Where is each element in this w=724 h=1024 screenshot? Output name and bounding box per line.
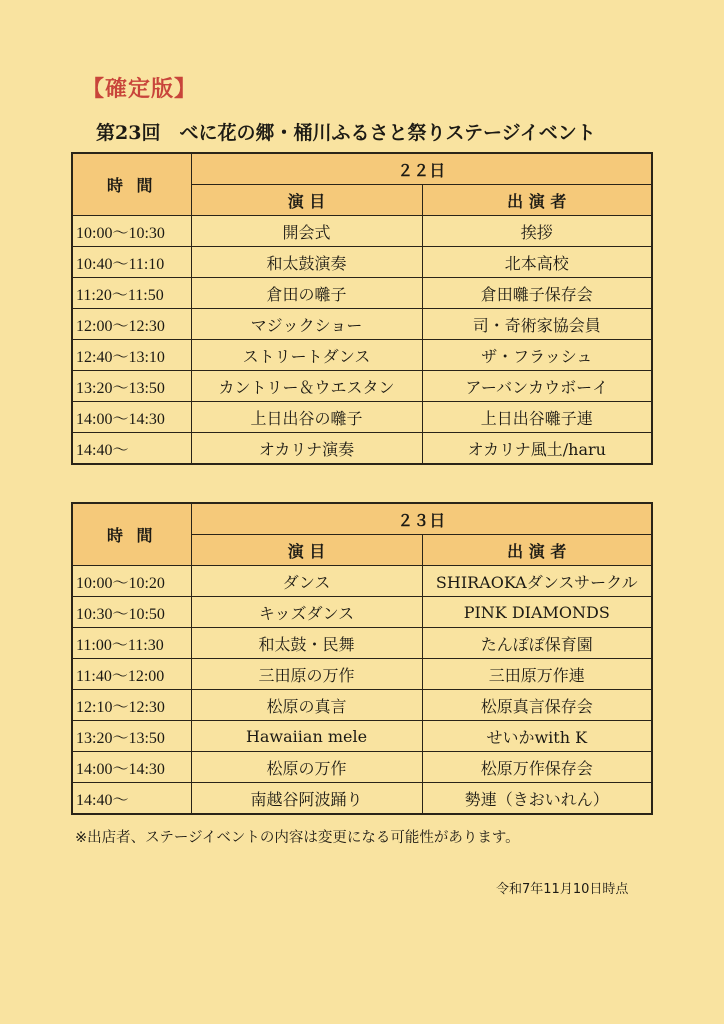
performer-cell: 三田原万作連 [422, 659, 652, 690]
time-cell: 14:00～14:30 [72, 752, 191, 783]
as-of-date: 令和7年11月10日時点 [496, 882, 629, 897]
table-row [72, 402, 652, 433]
program-cell: 和太鼓演奏 [191, 247, 422, 278]
table-row [72, 628, 652, 659]
time-header: 時 間 [72, 503, 191, 566]
page-title: 第23回 べに花の郷・桶川ふるさと祭りステージイベント [96, 122, 596, 144]
change-notice: ※出店者、ステージイベントの内容は変更になる可能性があります。 [75, 830, 520, 846]
performer-cell: 倉田囃子保存会 [422, 278, 652, 309]
program-cell: ダンス [191, 566, 422, 597]
program-cell: オカリナ演奏 [191, 433, 422, 465]
time-cell: 13:20～13:50 [72, 371, 191, 402]
performer-cell: 上日出谷囃子連 [422, 402, 652, 433]
day-header: ２２日 [191, 153, 652, 185]
time-cell: 11:20～11:50 [72, 278, 191, 309]
table-row [72, 566, 652, 597]
performer-cell: 挨拶 [422, 216, 652, 247]
time-cell: 10:30～10:50 [72, 597, 191, 628]
table-row [72, 278, 652, 309]
time-cell: 10:00～10:30 [72, 216, 191, 247]
confirmed-badge: 【確定版】 [82, 76, 198, 102]
program-cell: 松原の万作 [191, 752, 422, 783]
table-row [72, 752, 652, 783]
performer-cell: アーバンカウボーイ [422, 371, 652, 402]
time-cell: 12:00～12:30 [72, 309, 191, 340]
program-cell: 倉田の囃子 [191, 278, 422, 309]
time-cell: 14:00～14:30 [72, 402, 191, 433]
table-row [72, 721, 652, 752]
table-row [72, 309, 652, 340]
time-cell: 14:40～ [72, 783, 191, 815]
table-row [72, 216, 652, 247]
performer-cell: PINK DIAMONDS [422, 597, 652, 628]
performer-cell: 北本高校 [422, 247, 652, 278]
program-cell: 松原の真言 [191, 690, 422, 721]
program-cell: 開会式 [191, 216, 422, 247]
table-row [72, 340, 652, 371]
performer-cell: オカリナ風土/haru [422, 433, 652, 465]
program-header: 演 目 [191, 185, 422, 216]
program-cell: 南越谷阿波踊り [191, 783, 422, 815]
program-cell: 三田原の万作 [191, 659, 422, 690]
performer-cell: 司・奇術家協会員 [422, 309, 652, 340]
time-cell: 13:20～13:50 [72, 721, 191, 752]
time-cell: 12:10～12:30 [72, 690, 191, 721]
time-cell: 11:00～11:30 [72, 628, 191, 659]
performer-cell: たんぽぽ保育園 [422, 628, 652, 659]
time-cell: 14:40～ [72, 433, 191, 465]
program-cell: 上日出谷の囃子 [191, 402, 422, 433]
schedule-table-day23 [71, 502, 653, 815]
performer-header: 出 演 者 [422, 535, 652, 566]
table-row [72, 597, 652, 628]
time-cell: 11:40～12:00 [72, 659, 191, 690]
day-header: ２３日 [191, 503, 652, 535]
performer-header: 出 演 者 [422, 185, 652, 216]
performer-cell: ザ・フラッシュ [422, 340, 652, 371]
table-row [72, 690, 652, 721]
program-cell: カントリー＆ウエスタン [191, 371, 422, 402]
performer-cell: 松原真言保存会 [422, 690, 652, 721]
table-row [72, 783, 652, 815]
program-cell: マジックショー [191, 309, 422, 340]
performer-cell: 勢連（きおいれん） [422, 783, 652, 815]
program-cell: Hawaiian mele [191, 721, 422, 752]
program-header: 演 目 [191, 535, 422, 566]
performer-cell: せいかwith K [422, 721, 652, 752]
program-cell: 和太鼓・民舞 [191, 628, 422, 659]
table-row [72, 371, 652, 402]
performer-cell: SHIRAOKAダンスサークル [422, 566, 652, 597]
performer-cell: 松原万作保存会 [422, 752, 652, 783]
table-row [72, 433, 652, 465]
time-cell: 12:40～13:10 [72, 340, 191, 371]
time-cell: 10:00～10:20 [72, 566, 191, 597]
program-cell: ストリートダンス [191, 340, 422, 371]
time-header: 時 間 [72, 153, 191, 216]
time-cell: 10:40～11:10 [72, 247, 191, 278]
table-row [72, 247, 652, 278]
schedule-table-day22 [71, 152, 653, 465]
program-cell: キッズダンス [191, 597, 422, 628]
table-row [72, 659, 652, 690]
